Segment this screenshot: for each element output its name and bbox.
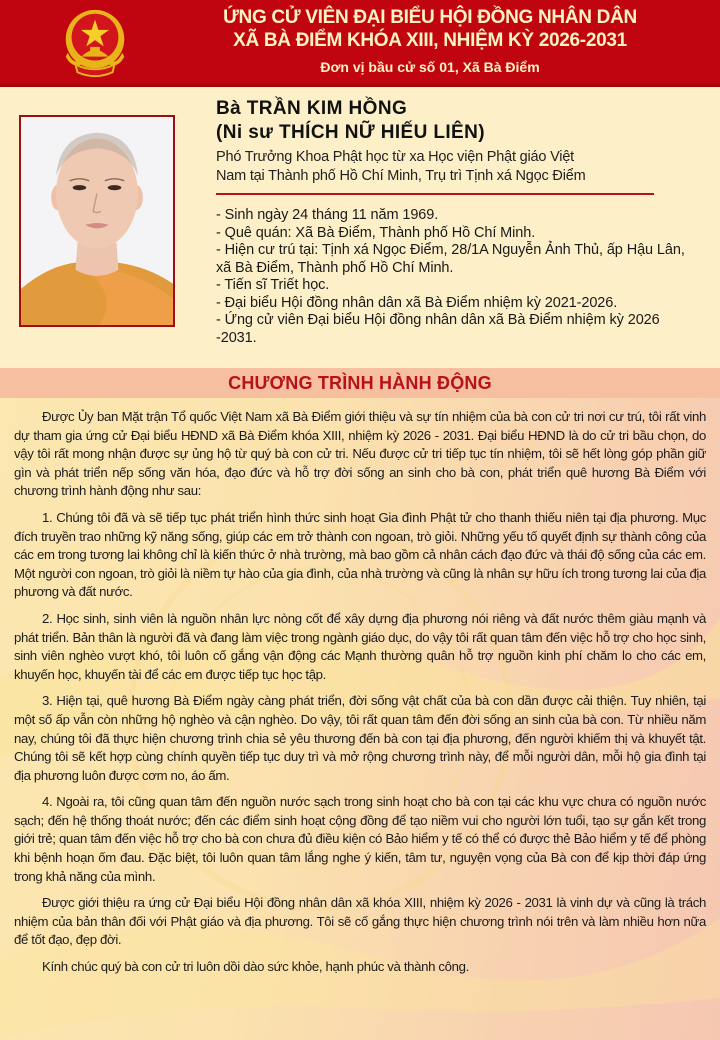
header-banner <box>0 0 720 87</box>
candidate-dharma-name: (Ni sư THÍCH NỮ HIẾU LIÊN) <box>216 122 485 143</box>
program-intro: Được Ủy ban Mặt trận Tổ quốc Việt Nam xã Bà Điểm giới thiệu và sự tín nhiệm của bà con cử tri nơi cư trú, tôi rất vinh dự tham gia ứng cử Đại biểu HĐND xã Bà Điểm khóa XIII, nhiệm kỳ 2026 - 2031. Đại biểu HĐND là do cử tri bầu chọn, do vậy tôi rất mong nhận được sự ủng hộ từ quý bà con cử tri. Nếu được cử tri tiếp tục tín nhiệm, tôi sẽ hết lòng góp phần giữ gìn và phát triển nếp sống văn hóa, đạo đức và hỗ trợ đời sống an sinh cho bà con, phát triển quê hương Bà Điểm với chương trình hành động như sau: <box>14 409 706 499</box>
bio-item-hometown: - Quê quán: Xã Bà Điểm, Thành phố Hồ Chí Minh. <box>216 224 536 241</box>
program-closing-wish: Kính chúc quý bà con cử tri luôn dồi dào sức khỏe, hạnh phúc và thành công. <box>42 959 469 975</box>
header-title-line-1: ỨNG CỬ VIÊN ĐẠI BIỂU HỘI ĐỒNG NHÂN DÂN <box>223 7 637 28</box>
national-emblem-icon <box>56 4 134 82</box>
bio-item-residence: - Hiện cư trú tại: Tịnh xá Ngọc Điểm, 28/1A Nguyễn Ảnh Thủ, ấp Hậu Lân, xã Bà Điểm, Thành phố Hồ Chí Minh. <box>216 242 685 276</box>
candidate-portrait <box>19 115 175 327</box>
electoral-unit: Đơn vị bầu cử số 01, Xã Bà Điểm <box>320 59 540 75</box>
candidate-position-line-2: Nam tại Thành phố Hồ Chí Minh, Trụ trì Tịnh xá Ngọc Điểm <box>216 168 586 184</box>
header-text-block <box>150 6 710 75</box>
bio-item-birth: - Sinh ngày 24 tháng 11 năm 1969. <box>216 207 439 223</box>
candidate-position <box>216 148 656 186</box>
bio-item-degree: - Tiến sĩ Triết học. <box>216 277 330 293</box>
program-conclusion: Được giới thiệu ra ứng cử Đại biểu Hội đồng nhân dân xã khóa XIII, nhiệm kỳ 2026 - 2031 là vinh dự và cũng là trách nhiệm của bản thân đối với Phật giáo và địa phương. Tôi sẽ cố gắng thực hiện chương trình nói trên và làm nhiều hơn nữa để tốt đạo, đẹp đời. <box>14 895 706 948</box>
action-program <box>0 398 720 1040</box>
candidate-name: Bà TRẦN KIM HỒNG <box>216 98 408 119</box>
program-item-1: 1. Chúng tôi đã và sẽ tiếp tục phát triển hình thức sinh hoạt Gia đình Phật tử cho thanh thiếu niên tại địa phương. Mục đích truyền trao những kỹ năng sống, giúp các em trở thành con ngoan, trò giỏi. Những yếu tố quyết định sự thành công của các em trong tương lai không chỉ là kiến thức ở nhà trường, mà bao gồm cả nhân cách đạo đức và thái độ sống của các em. Một người con ngoan, trò giỏi là niềm tự hào của gia đình, của nhà trường và cũng là nhân sự hữu ích trong tương lai của địa phương và đất nước. <box>14 509 706 600</box>
divider-rule <box>216 193 654 195</box>
program-item-2: 2. Học sinh, sinh viên là nguồn nhân lực nòng cốt để xây dựng địa phương nói riêng và đất nước thêm giàu mạnh và phát triển. Bản thân là người đã và đang làm việc trong ngành giáo dục, do vậy tôi rất quan tâm đến việc hỗ trợ cho học sinh, sinh viên nghèo vượt khó, tôi luôn cố gắng vận động các Mạnh thường quân hỗ trợ nguồn kinh phí chăm lo cho các em, khuyến học, khuyến tài để các em được tiếp tục học tập. <box>14 610 706 682</box>
program-item-4: 4. Ngoài ra, tôi cũng quan tâm đến nguồn nước sạch trong sinh hoạt cho bà con tại các khu vực chưa có nguồn nước sạch; đến hệ thống thoát nước; đến các điểm sinh hoạt cộng đồng để tạo niềm vui cho người lớn tuổi, tạo sự gắn kết trong giới trẻ; quan tâm đến việc hỗ trợ cho bà con chưa đủ điều kiện có Bảo hiểm y tế có thể có được thẻ Bảo hiểm y tế để phòng khi bệnh hoạn ốm đau. Đặc biệt, tôi luôn quan tâm lắng nghe ý kiến, tâm tư, nguyện vọng của Bà con để kịp thời đáp ứng trong khả năng của mình. <box>14 794 706 884</box>
bio-item-current-term: - Đại biểu Hội đồng nhân dân xã Bà Điểm nhiệm kỳ 2021-2026. <box>216 294 618 311</box>
bio-item-candidacy: - Ứng cử viên Đại biểu Hội đồng nhân dân xã Bà Điểm nhiệm kỳ 2026 -2031. <box>216 312 660 346</box>
program-paragraphs <box>14 408 706 985</box>
header-title-line-2: XÃ BÀ ĐIỂM KHÓA XIII, NHIỆM KỲ 2026-2031 <box>233 30 627 51</box>
section-title: CHƯƠNG TRÌNH HÀNH ĐỘNG <box>228 373 492 393</box>
program-item-3: 3. Hiện tại, quê hương Bà Điểm ngày càng phát triển, đời sống vật chất của bà con dần được cải thiện. Tuy nhiên, tại một số ấp vẫn còn những hộ nghèo và cận nghèo. Do vậy, tôi rất quan tâm đến đời sống an sinh của bà con. Từ nhiều năm nay, chúng tôi đã thực hiện chương trình chia sẻ yêu thương đến bà con tại địa phương, đến người khiếm thị và khuyết tật. Chúng tôi sẽ kết hợp cùng chính quyền tiếp tục duy trì và mở rộng chương trình này, để mỗi người dân, mỗi hộ gia đình tại địa phương luôn được cơm no, áo ấm. <box>14 693 706 783</box>
section-band <box>0 368 720 398</box>
candidate-position-line-1: Phó Trưởng Khoa Phật học từ xa Học viện Phật giáo Việt <box>216 149 575 165</box>
candidate-bio-list <box>216 207 686 347</box>
candidate-profile <box>0 90 720 368</box>
candidate-name-block <box>216 97 656 186</box>
